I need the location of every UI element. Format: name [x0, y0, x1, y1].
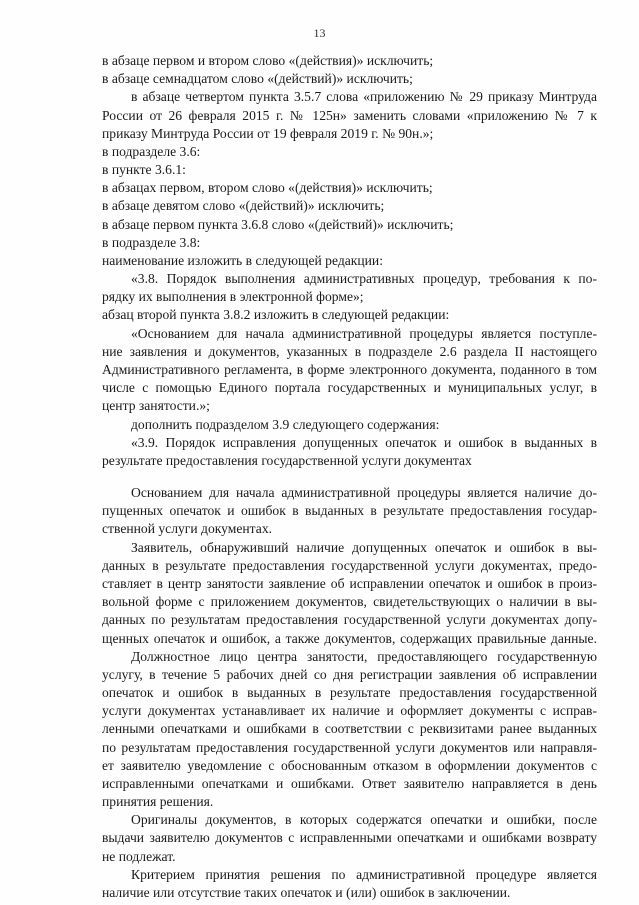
- text-line: Оригиналы документов, в которых содержатся опечатки и ошибки, после: [131, 812, 597, 827]
- text-line: в подразделе 3.8:: [102, 235, 201, 250]
- text-line: ет заявителю уведомление с обоснованным отказом в оформлении документов с: [102, 758, 597, 773]
- text-line: числе с помощью Единого портала государственных и муниципальных услуг, в: [102, 380, 597, 395]
- text-line: наличие или отсутствие таких опечаток и (или) ошибок в заключении.: [102, 885, 511, 900]
- text-line: выдачи заявителю документов с исправленными опечатками и ошибками возврату: [102, 830, 597, 845]
- text-line: ленными опечатками и ошибками в соответствии с реквизитами ранее выданных: [102, 721, 597, 736]
- text-line: ственной услуги документах.: [102, 521, 273, 536]
- text-line: абзац второй пункта 3.8.2 изложить в следующей редакции:: [102, 307, 450, 322]
- text-line: в абзаце первом пункта 3.6.8 слово «(действий)» исключить;: [102, 217, 454, 232]
- text-line: Основанием для начала административной процедуры является наличие до-: [131, 485, 597, 500]
- text-line: дополнить подразделом 3.9 следующего содержания:: [131, 417, 440, 432]
- text-line: вольной форме с приложением документов, свидетельствующих о наличии в вы-: [102, 594, 597, 609]
- text-line: услугу, в течение 5 рабочих дней со дня регистрации заявления об исправлении: [102, 667, 597, 682]
- text-line: ние заявления и документов, указанных в подразделе 2.6 раздела II настоящего: [102, 344, 597, 359]
- text-line: «3.9. Порядок исправления допущенных опечаток и ошибок в выданных в: [131, 435, 597, 450]
- text-line: Административного регламента, в форме электронного документа, поданного в том: [102, 362, 597, 377]
- text-line: данных по результатам предоставления государственной услуги документах допу-: [102, 612, 597, 627]
- text-line: пущенных опечаток и ошибок в выданных в результате предоставления государ-: [102, 503, 597, 518]
- text-line: щенных опечаток и ошибок, а также документов, содержащих правильные данные.: [102, 631, 597, 646]
- text-line: центр занятости.»;: [102, 398, 210, 413]
- text-line: в абзаце семнадцатом слово «(действий)» исключить;: [102, 71, 413, 86]
- text-line: услуги документах устанавливает их наличие и оформляет документы с исправ-: [102, 703, 597, 718]
- page-number: 13: [313, 26, 326, 40]
- text-line: в абзаце первом и втором слово «(действия)» исключить;: [102, 53, 434, 68]
- text-line: приказу Минтруда России от 19 февраля 2019 г. № 90н.»;: [102, 126, 434, 141]
- text-line: принятия решения.: [102, 794, 214, 809]
- text-line: по результатам предоставления государственной услуги документов или направля-: [102, 740, 597, 755]
- text-line: «3.8. Порядок выполнения административных процедур, требования к по-: [131, 271, 597, 286]
- text-line: исправленными опечатками и ошибками. Ответ заявителю направляется в день: [102, 776, 597, 791]
- text-line: данных в результате предоставления государственной услуги документах, предо-: [102, 558, 597, 573]
- text-line: в абзацах первом, втором слово «(действия)» исключить;: [102, 180, 433, 195]
- text-line: Должностное лицо центра занятости, предоставляющего государственную: [131, 649, 597, 664]
- text-line: России от 26 февраля 2015 г. № 125н» заменить словами «приложению № 7 к: [102, 108, 597, 123]
- text-line: в абзаце девятом слово «(действий)» исключить;: [102, 198, 385, 213]
- text-line: в абзаце четвертом пункта 3.5.7 слова «приложению № 29 приказу Минтруда: [131, 89, 597, 104]
- text-line: наименование изложить в следующей редакции:: [102, 253, 383, 268]
- text-line: опечаток и ошибок в выданных в результате предоставления государственной: [102, 685, 597, 700]
- text-line: «Основанием для начала административной процедуры является поступле-: [131, 326, 597, 341]
- text-line: в подразделе 3.6:: [102, 144, 201, 159]
- text-line: не подлежат.: [102, 849, 176, 864]
- text-line: Заявитель, обнаруживший наличие допущенных опечаток и ошибок в вы-: [131, 540, 597, 555]
- text-line: результате предоставления государственной услуги документах: [102, 453, 472, 468]
- text-line: рядку их выполнения в электронной форме»;: [102, 289, 364, 304]
- text-line: в пункте 3.6.1:: [102, 162, 186, 177]
- text-line: ставляет в центр занятости заявление об исправлении опечаток и ошибок в произ-: [102, 576, 597, 591]
- text-line: Критерием принятия решения по административной процедуре является: [131, 867, 597, 882]
